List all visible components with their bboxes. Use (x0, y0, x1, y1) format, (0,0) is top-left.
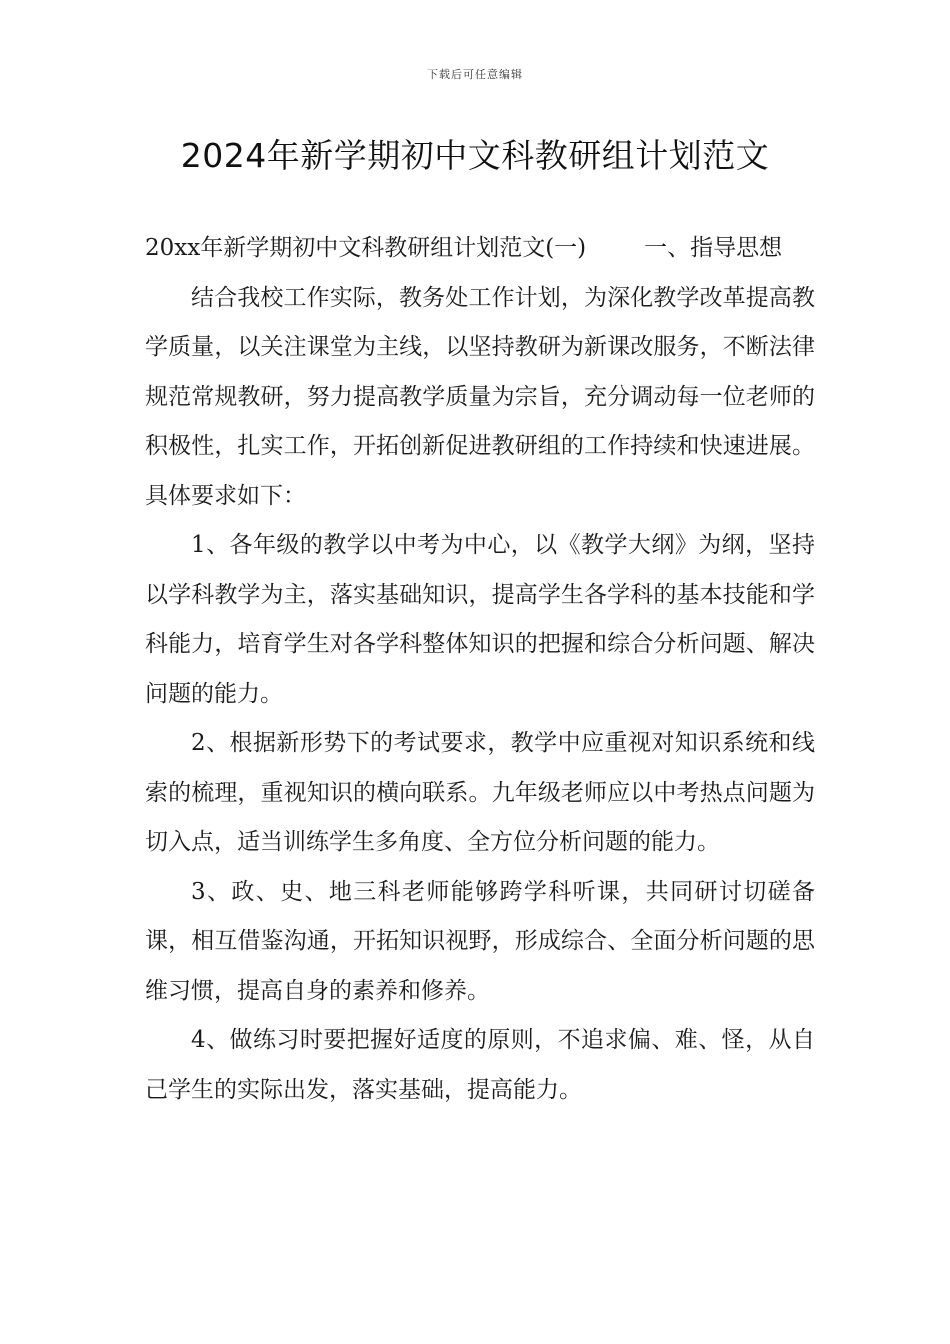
paragraph: 2、根据新形势下的考试要求，教学中应重视对知识系统和线索的梳理，重视知识的横向联系。九年级老师应以中考热点问题为切入点，适当训练学生多角度、全方位分析问题的能力。 (145, 730, 815, 855)
document-body (145, 224, 815, 1115)
subtitle-line (145, 224, 815, 274)
paragraph: 4、做练习时要把握好适度的原则，不追求偏、难、怪，从自己学生的实际出发，落实基础，提高能力。 (145, 1027, 815, 1103)
paragraph: 3、政、史、地三科老师能够跨学科听课，共同研讨切磋备课，相互借鉴沟通，开拓知识视野，形成综合、全面分析问题的思维习惯，提高自身的素养和修养。 (145, 878, 815, 1004)
paragraph: 1、各年级的教学以中考为中心，以《教学大纲》为纲，坚持以学科教学为主，落实基础知识，提高学生各学科的基本技能和学科能力，培育学生对各学科整体知识的把握和综合分析问题、解决问题的能力。 (145, 532, 815, 707)
document-title: 2024年新学期初中文科教研组计划范文 (180, 136, 770, 175)
paragraph: 结合我校工作实际，教务处工作计划，为深化教学改革提高教学质量，以关注课堂为主线，以坚持教研为新课改服务，不断法律规范常规教研，努力提高教学质量为宗旨，充分调动每一位老师的积极性，扎实工作，开拓创新促进教研组的工作持续和快速进展。具体要求如下： (145, 284, 815, 509)
header-note: 下载后可任意编辑 (427, 68, 523, 81)
section-heading: 一、指导思想 (644, 235, 783, 261)
subtitle: 20xx年新学期初中文科教研组计划范文(一) (145, 235, 587, 261)
